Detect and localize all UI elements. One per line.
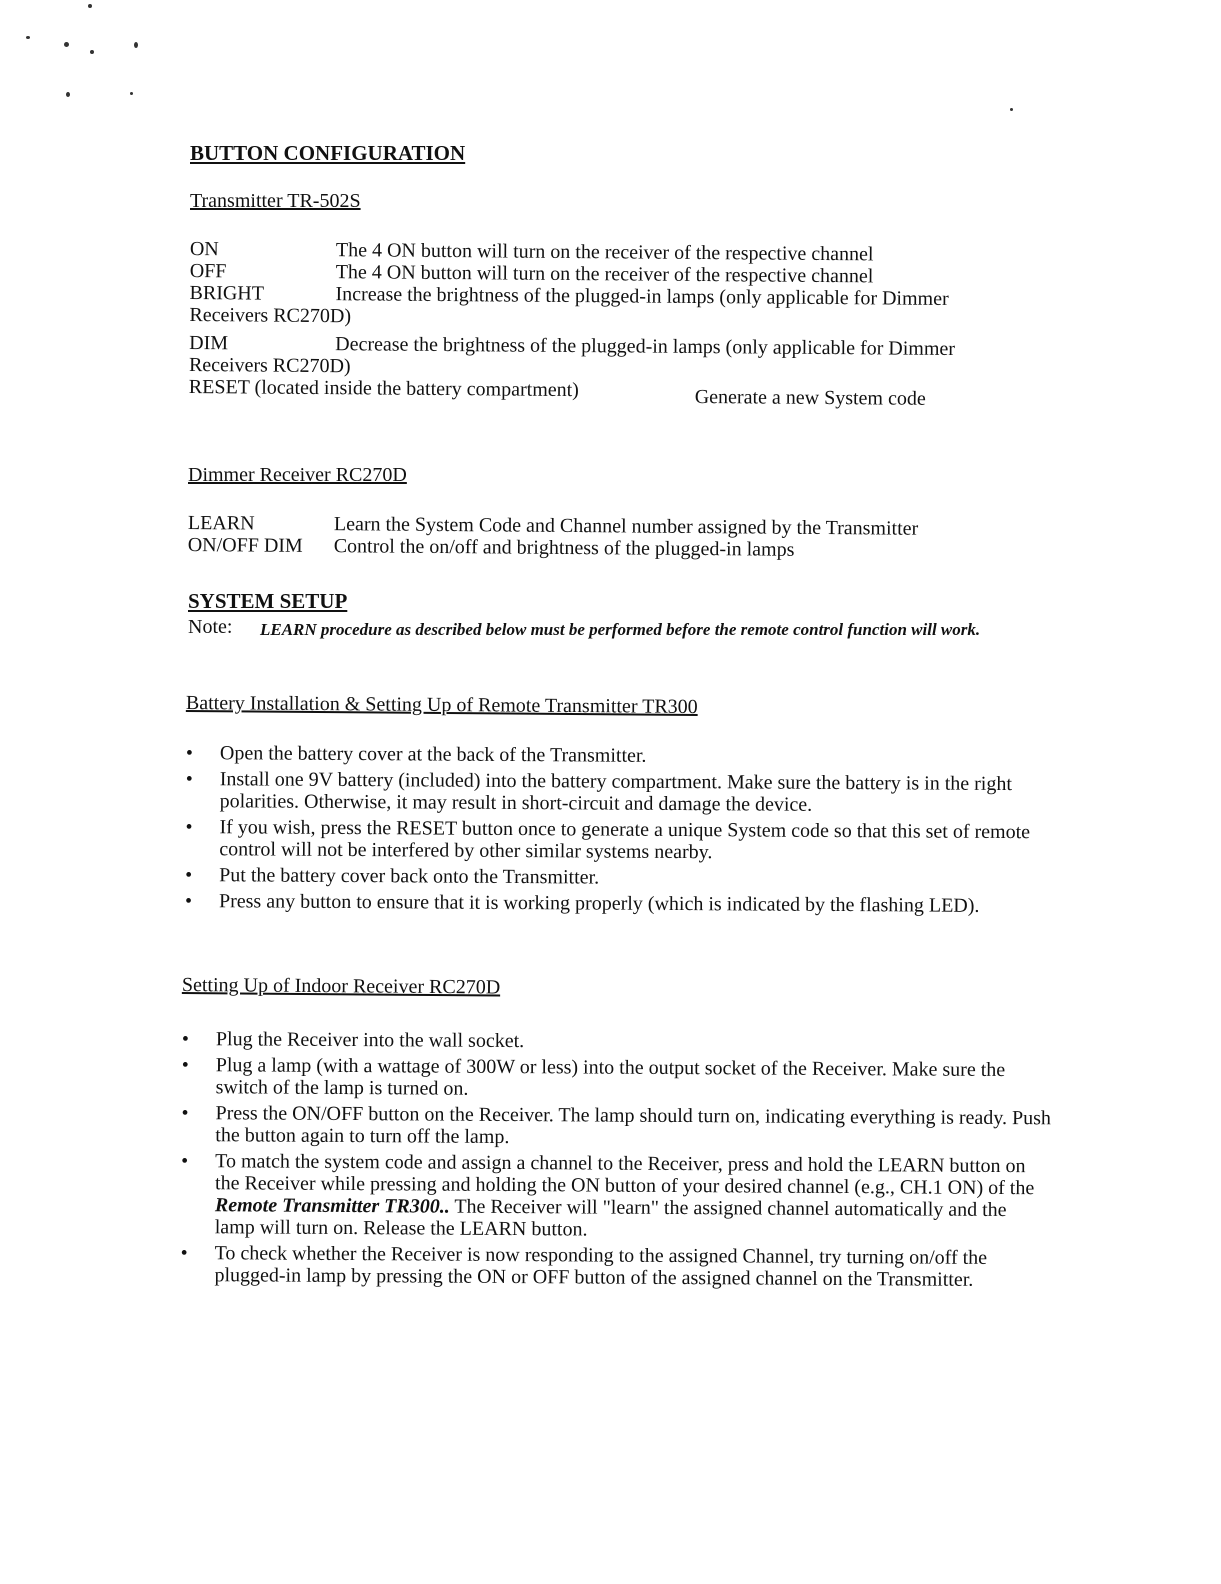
- term-label: BRIGHT: [189, 281, 265, 305]
- term-label: ON: [189, 238, 219, 261]
- term-description-continued: Receivers RC270D): [188, 353, 351, 378]
- term-description: Control the on/off and brightness of the plugged-in lamps: [333, 535, 795, 561]
- dimmer-receiver-heading: Dimmer Receiver RC270D: [188, 464, 407, 486]
- scan-speck: [26, 36, 30, 39]
- list-item-text: The Receiver will "learn" the assigned channel automatically and the lamp will turn on. Release the LEARN button.: [214, 1195, 1007, 1241]
- scan-speck: [66, 92, 70, 97]
- battery-instructions: [185, 742, 1066, 921]
- scan-speck: [130, 92, 133, 95]
- list-item: • Press any button to ensure that it is working properly (which is indicated by the flashing LED).: [185, 890, 1065, 917]
- note-label: Note:: [188, 616, 233, 638]
- list-item: • Open the battery cover at the back of the Transmitter.: [186, 742, 1066, 769]
- indoor-bullet-list: [180, 1028, 1052, 1291]
- term-label: LEARN: [187, 512, 255, 535]
- scan-speck: [1010, 108, 1013, 111]
- list-item: • Install one 9V battery (included) into the battery compartment. Make sure the battery is in the right polarities. Otherwise, it may result in short-circuit and damage the device.: [186, 768, 1066, 817]
- battery-bullet-list: [185, 742, 1066, 917]
- term-description: The 4 ON button will turn on the receiver of the respective channel: [335, 239, 874, 266]
- indoor-receiver-heading: Setting Up of Indoor Receiver RC270D: [181, 974, 501, 999]
- term-description-continued: Receivers RC270D): [189, 303, 352, 328]
- list-item: • Plug the Receiver into the wall socket.: [182, 1028, 1052, 1055]
- scan-speck: [90, 50, 94, 54]
- section-title-button-configuration: BUTTON CONFIGURATION: [190, 141, 466, 165]
- product-name-emphasis: Remote Transmitter TR300..: [214, 1194, 450, 1218]
- indoor-receiver-instructions: [180, 1028, 1052, 1295]
- note-block: [188, 616, 1048, 638]
- list-item: • If you wish, press the RESET button once to generate a unique System code so that this set of remote control will not be interfered by other similar systems nearby.: [185, 816, 1065, 865]
- term-label: ON/OFF DIM: [187, 533, 303, 557]
- term-description: The 4 ON button will turn on the receiver of the respective channel: [335, 261, 874, 288]
- list-item: • Put the battery cover back onto the Transmitter.: [185, 864, 1065, 891]
- transmitter-heading: Transmitter TR-502S: [190, 190, 361, 212]
- scan-speck: [88, 4, 92, 8]
- term-description: Decrease the brightness of the plugged-in lamps (only applicable for Dimmer: [335, 333, 956, 361]
- scan-speck: [64, 42, 69, 47]
- term-description: Increase the brightness of the plugged-in lamps (only applicable for Dimmer: [335, 283, 949, 310]
- transmitter-button-list: [188, 238, 1070, 410]
- list-item: [181, 1150, 1052, 1243]
- receiver-button-list: [188, 512, 1068, 563]
- note-text: LEARN procedure as described below must be performed before the remote control function will work.: [260, 620, 981, 639]
- battery-installation-heading: Battery Installation & Setting Up of Remote Transmitter TR300: [185, 692, 698, 719]
- term-description: Learn the System Code and Channel number assigned by the Transmitter: [333, 513, 919, 540]
- term-label: RESET (located inside the battery compartment): [188, 375, 579, 402]
- scan-speck: [134, 42, 138, 48]
- list-item: • Plug a lamp (with a wattage of 300W or less) into the output socket of the Receiver. Make sure the switch of the lamp is turned on.: [182, 1054, 1052, 1103]
- term-label: OFF: [189, 259, 227, 283]
- section-title-system-setup: SYSTEM SETUP: [188, 589, 348, 613]
- term-label: DIM: [189, 331, 229, 355]
- list-item: • Press the ON/OFF button on the Receiver. The lamp should turn on, indicating everything is ready. Push the button again to turn off the lamp.: [181, 1102, 1051, 1151]
- term-description: Generate a new System code: [694, 385, 926, 410]
- list-item: • To check whether the Receiver is now responding to the assigned Channel, try turning on/off the plugged-in lamp by pressing the ON or OFF button of the assigned channel on the Transmitter.: [180, 1242, 1050, 1291]
- list-item-text: To match the system code and assign a channel to the Receiver, press and hold the LEARN button on the Receiver while pressing and holding the ON button of your desired channel (e.g., CH.1 ON) of the: [214, 1150, 1035, 1200]
